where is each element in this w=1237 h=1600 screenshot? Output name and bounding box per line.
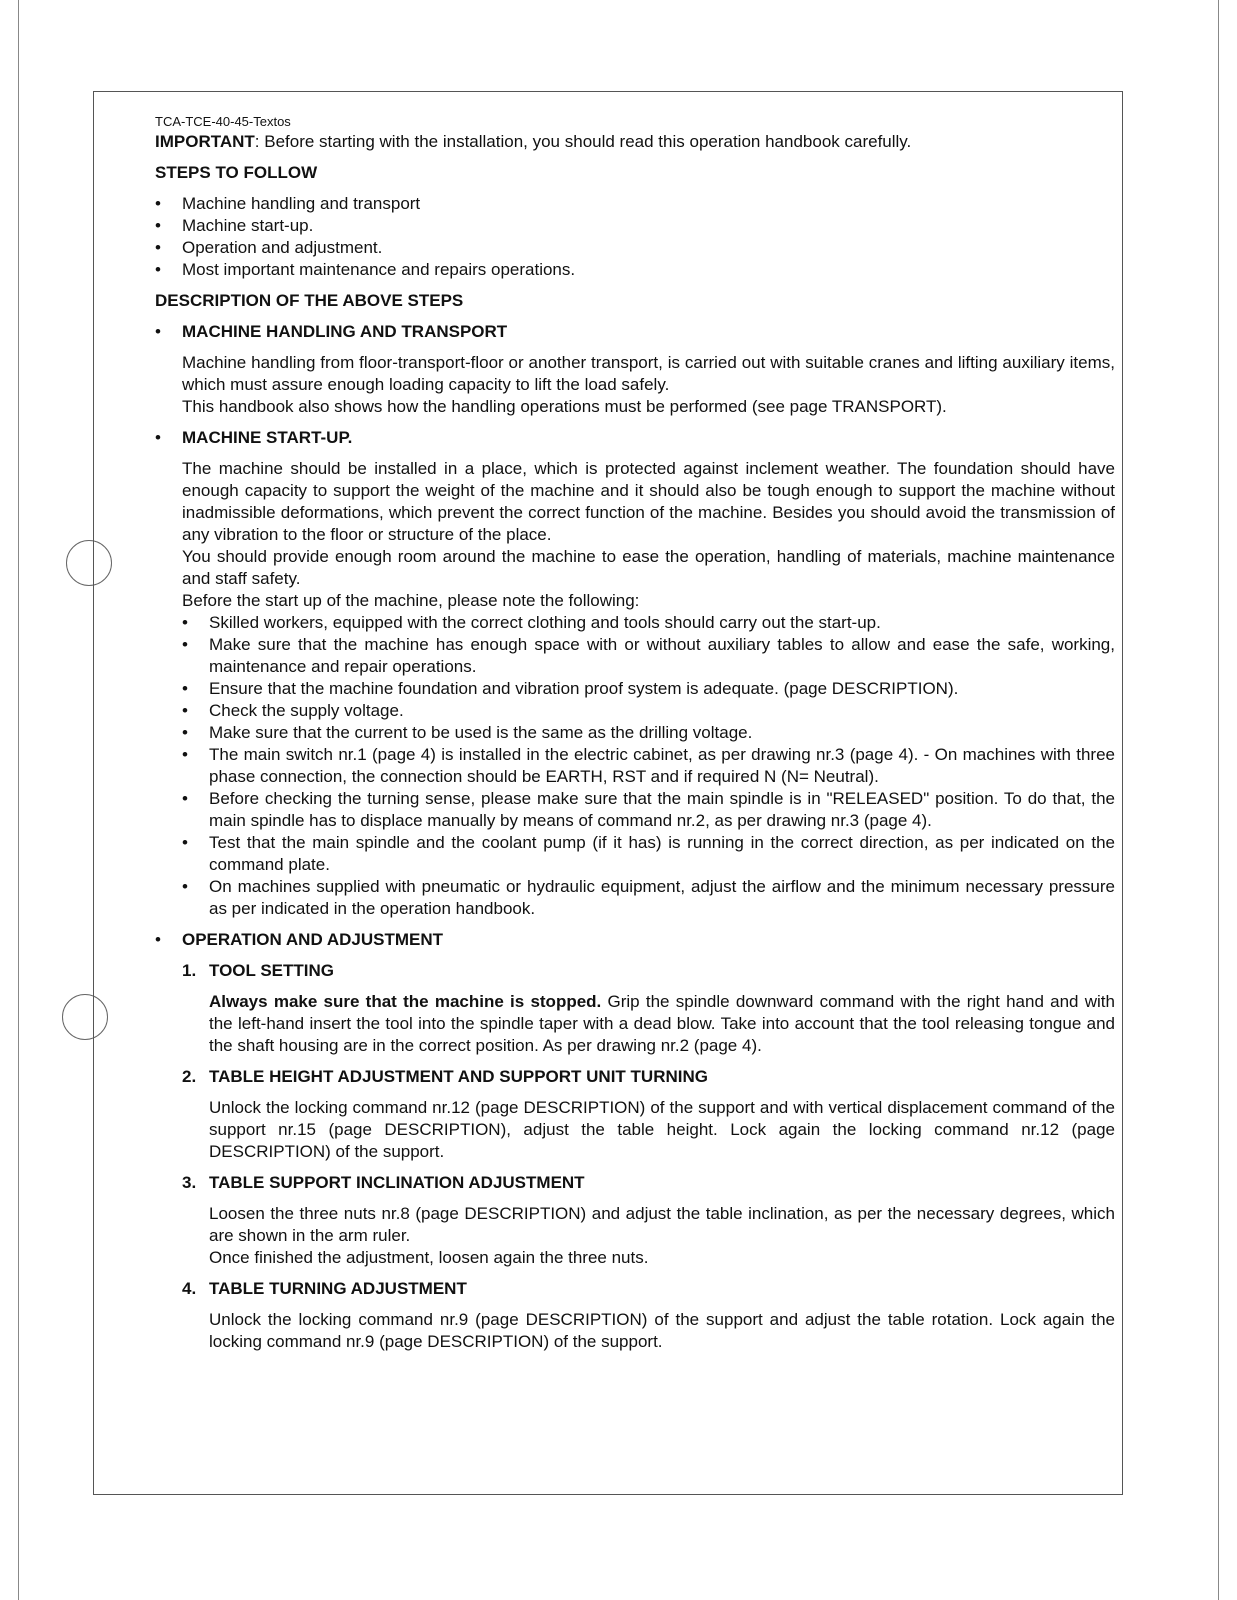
paragraph: Once finished the adjustment, loosen again the three nuts. [209,1248,649,1267]
paragraph: This handbook also shows how the handling operations must be performed (see page TRANSPORT). [182,397,947,416]
document-content [155,114,1115,1353]
subsection-heading: 3. TABLE SUPPORT INCLINATION ADJUSTMENT [182,1173,585,1192]
list-item: • Most important maintenance and repairs operations. [155,260,576,279]
paragraph: Before the start up of the machine, please note the following: [182,591,640,610]
list-item: • Operation and adjustment. [155,238,383,257]
warning-text: Always make sure that the machine is stopped. [209,992,602,1011]
list-item: • Make sure that the machine has enough space with or without auxiliary tables to allow and ease the safe, working, maintenance and repair operations. [182,635,1115,676]
section-heading: • OPERATION AND ADJUSTMENT [155,930,443,949]
important-label: IMPORTANT [155,132,255,151]
list-item: • The main switch nr.1 (page 4) is installed in the electric cabinet, as per drawing nr.3 (page 4). - On machines with three phase connection, the connection should be EARTH, RST and if required N (N= Neutral). [182,745,1115,786]
paragraph: Loosen the three nuts nr.8 (page DESCRIPTION) and adjust the table inclination, as per the necessary degrees, which are shown in the arm ruler. [209,1204,1115,1245]
document-id: TCA-TCE-40-45-Textos [155,114,291,129]
paragraph: Unlock the locking command nr.9 (page DESCRIPTION) of the support and adjust the table rotation. Lock again the locking command nr.9 (page DESCRIPTION) of the support. [209,1310,1115,1351]
list-item: • Make sure that the current to be used is the same as the drilling voltage. [182,723,753,742]
subsection-heading: 4. TABLE TURNING ADJUSTMENT [182,1279,467,1298]
steps-list [155,193,1115,281]
list-item: • Machine start-up. [155,216,314,235]
operation-section [155,929,1115,1353]
list-item: • Before checking the turning sense, please make sure that the main spindle is in "RELEASED" position. To do that, the main spindle has to displace manually by means of command nr.2, as per drawing nr.3 (page 4). [182,789,1115,830]
list-item: • Ensure that the machine foundation and vibration proof system is adequate. (page DESCRIPTION). [182,679,959,698]
handling-section [155,321,1115,418]
important-text: : Before starting with the installation, you should read this operation handbook carefully. [254,132,912,151]
section-heading: • MACHINE START-UP. [155,428,353,447]
paragraph: Unlock the locking command nr.12 (page DESCRIPTION) of the support and with vertical displacement command of the support nr.15 (page DESCRIPTION), adjust the table height. Lock again the locking command nr.12 (page DESCRIPTION) of the support. [209,1098,1115,1161]
subsection-heading: 1. TOOL SETTING [182,961,334,980]
paragraph: Machine handling from floor-transport-floor or another transport, is carried out with suitable cranes and lifting auxiliary items, which must assure enough loading capacity to lift the load safely. [182,353,1115,394]
paragraph: Always make sure that the machine is stopped. Grip the spindle downward command with the right hand and with the left-hand insert the tool into the spindle taper with a dead blow. Take into account that the tool releasing tongue and the shaft housing are in the correct position. As per drawing nr.2 (page 4). [209,992,1115,1055]
list-item: • On machines supplied with pneumatic or hydraulic equipment, adjust the airflow and the minimum necessary pressure as per indicated in the operation handbook. [182,877,1115,918]
startup-section [155,427,1115,920]
list-item: • Test that the main spindle and the coolant pump (if it has) is running in the correct direction, as per indicated on the command plate. [182,833,1115,874]
description-heading: DESCRIPTION OF THE ABOVE STEPS [155,291,464,310]
steps-heading: STEPS TO FOLLOW [155,163,318,182]
subsection-heading: 2. TABLE HEIGHT ADJUSTMENT AND SUPPORT UNIT TURNING [182,1067,708,1086]
list-item: • Machine handling and transport [155,194,421,213]
left-edge-line [18,0,19,1600]
right-edge-line [1218,0,1219,1600]
list-item: • Skilled workers, equipped with the correct clothing and tools should carry out the start-up. [182,613,881,632]
paragraph: The machine should be installed in a place, which is protected against inclement weather. The foundation should have enough capacity to support the weight of the machine and it should also be tough enough to support the machine without inadmissible deformations, which prevent the correct function of the machine. Besides you should avoid the transmission of any vibration to the floor or structure of the place. [182,459,1115,544]
list-item: • Check the supply voltage. [182,701,404,720]
startup-checklist [182,612,1115,920]
section-heading: • MACHINE HANDLING AND TRANSPORT [155,322,508,341]
important-note [155,131,1115,153]
paragraph: You should provide enough room around the machine to ease the operation, handling of materials, machine maintenance and staff safety. [182,547,1115,588]
